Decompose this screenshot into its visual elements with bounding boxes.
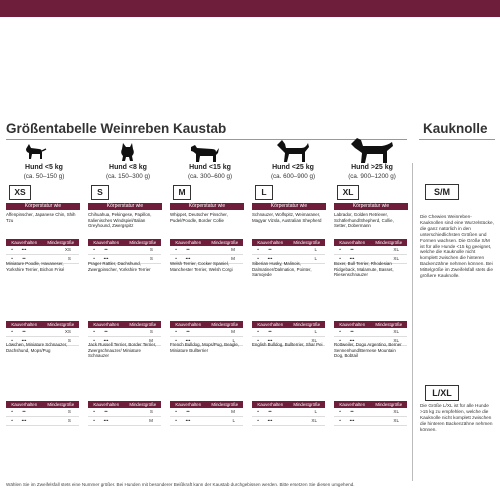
chew-cell: ••• [349, 256, 355, 261]
min-size-cell: M [231, 247, 235, 252]
kauverhalten-header: Kauverhalten [93, 240, 120, 245]
chew-cell: • [93, 418, 95, 423]
chew-cell [194, 328, 206, 336]
breed-list: Labrador, Golden Retriever, Schäferhund/Shepherd, Collie, Setter, Dobermann [334, 212, 394, 229]
chew-table-header [252, 401, 325, 408]
chew-cell: ••• [349, 338, 355, 343]
min-size-cell: S [149, 247, 153, 252]
min-size-cell: L [314, 247, 317, 252]
chew-cell: •• [268, 247, 272, 252]
chew-cell: • [93, 329, 95, 334]
grams-label: (ca. 600–900 g) [270, 173, 316, 180]
chew-cell: •• [186, 329, 190, 334]
breed-list: Schnauzer, Wolfspitz, Weimaraner, Magyar Vizsla, Australian Shepherd [252, 212, 322, 223]
breed-list: Chihuahua, Pekingese, Papillon, Italienisches Windspiel/Italian Greyhound, Zwergspitz [88, 212, 152, 229]
chew-cell [194, 246, 206, 254]
table-row [252, 246, 325, 255]
grams-label: (ca. 150–300 g) [105, 173, 151, 180]
kauverhalten-header: Kauverhalten [93, 402, 120, 407]
chew-cell: •• [350, 329, 354, 334]
chew-cell [112, 328, 124, 336]
chew-table-header [88, 401, 161, 408]
chew-cell: •• [22, 329, 26, 334]
size-badge: L [255, 185, 273, 200]
chew-cell: • [257, 409, 259, 414]
min-size-cell: XS [64, 247, 71, 252]
breed-list: Affenpinscher, Japanese Chin, Shih Tzu [6, 212, 76, 223]
mindestgroesse-header: Mindestgröße [375, 322, 403, 327]
mindestgroesse-header: Mindestgröße [129, 402, 157, 407]
koerperstatur-banner: Körperstatur wie [334, 203, 408, 210]
mindestgroesse-header: Mindestgröße [47, 240, 75, 245]
min-size-cell: XS [64, 329, 71, 334]
chew-cell [358, 417, 370, 425]
chew-cell: ••• [185, 418, 191, 423]
chew-cell [276, 246, 288, 254]
chew-cell: •• [104, 329, 108, 334]
small-dog-icon [22, 141, 48, 161]
min-size-cell: L [314, 329, 317, 334]
chew-cell: • [11, 256, 13, 261]
grams-label: (ca. 300–600 g) [187, 173, 233, 180]
kauverhalten-header: Kauverhalten [339, 402, 366, 407]
min-size-cell: L [314, 256, 317, 261]
kauverhalten-header: Kauverhalten [175, 240, 202, 245]
chew-cell: • [339, 409, 341, 414]
size-badge-lxl: L/XL [425, 385, 459, 401]
chew-table [6, 401, 79, 426]
min-size-cell: XL [393, 247, 399, 252]
chew-cell: ••• [349, 418, 355, 423]
chew-cell: • [11, 247, 13, 252]
chew-cell: ••• [21, 418, 27, 423]
breed-list: Whippet, Deutscher Pinscher, Pudel/Poodle, Border Collie [170, 212, 228, 223]
chew-cell: • [175, 418, 177, 423]
column-divider [412, 163, 413, 481]
kauverhalten-header: Kauverhalten [339, 240, 366, 245]
chew-cell: • [175, 409, 177, 414]
weight-label: Hund <15 kg [189, 164, 231, 171]
mindestgroesse-header: Mindestgröße [47, 402, 75, 407]
chew-cell: • [11, 329, 13, 334]
grams-label: (ca. 50–150 g) [23, 173, 65, 180]
min-size-cell: L [232, 338, 235, 343]
chew-cell: • [11, 418, 13, 423]
min-size-cell: S [67, 418, 71, 423]
size-badge: XL [337, 185, 359, 200]
kauverhalten-header: Kauverhalten [93, 322, 120, 327]
chew-cell [358, 246, 370, 254]
chew-table-header [6, 239, 79, 246]
kauverhalten-header: Kauverhalten [175, 402, 202, 407]
chew-cell: • [11, 409, 13, 414]
chew-cell: • [339, 256, 341, 261]
min-size-cell: XL [393, 409, 399, 414]
weight-label: Hund <5 kg [25, 164, 63, 171]
chew-cell: • [93, 256, 95, 261]
pointer-icon [274, 137, 312, 163]
chew-table [252, 401, 325, 426]
table-row [334, 417, 407, 426]
chew-table [88, 401, 161, 426]
min-size-cell: XL [393, 418, 399, 423]
large-dog-icon [348, 134, 396, 164]
chew-cell: • [339, 329, 341, 334]
table-row [334, 328, 407, 337]
table-row [334, 246, 407, 255]
min-size-cell: XL [311, 338, 317, 343]
chew-cell: •• [350, 247, 354, 252]
chew-cell: ••• [103, 418, 109, 423]
kauverhalten-header: Kauverhalten [11, 402, 38, 407]
mindestgroesse-header: Mindestgröße [293, 240, 321, 245]
kauverhalten-header: Kauverhalten [339, 322, 366, 327]
table-row [252, 408, 325, 417]
chew-cell [112, 408, 124, 416]
koerperstatur-banner: Körperstatur wie [6, 203, 80, 210]
chew-cell [194, 408, 206, 416]
table-row [88, 417, 161, 426]
mindestgroesse-header: Mindestgröße [375, 240, 403, 245]
table-row [88, 328, 161, 337]
chew-cell [194, 417, 206, 425]
table-row [6, 246, 79, 255]
kauknolle-lxl-text: Die Größe L/XL ist für alle Hunde >15 kg zu empfehlen, welche die Kauknolle nicht komplett zwischen die hinteren Backenzähne nehmen können. [420, 403, 493, 432]
chew-cell: •• [186, 247, 190, 252]
chew-table-header [334, 401, 407, 408]
breed-list: French Bulldog, Mops/Pug, Beagle, Miniature Bullterrier [170, 342, 240, 353]
chew-table-header [170, 401, 243, 408]
page-title: Größentabelle Weinreben Kaustab [6, 121, 227, 136]
chew-cell [358, 408, 370, 416]
kauknolle-sm-text: Die Chewies Weinreben-Kauknollen sind eine Wurzelstücke, die ganz natürlich in den unterschiedlichsten Größen und Formen wachsen. Die Größe S/M ist für alle Hunde <15 kg geeignet, welche die Kauknolle nicht komplett zwischen die hinteren Backenzähne nehmen können. Bei Mittelgröße im Zweifelsfall stets die größere Kauknolle. [420, 214, 494, 279]
chew-cell: • [257, 256, 259, 261]
min-size-cell: S [149, 329, 153, 334]
kauknolle-title: Kauknolle [423, 121, 488, 136]
breed-list: Boxer, Bull Terrier, Rhodesian Ridgeback, Malamute, Basset, Riesenschnauzer [334, 261, 394, 278]
min-size-cell: S [149, 409, 153, 414]
weight-label: Hund <25 kg [272, 164, 314, 171]
breed-list: English Bulldog, Bullterrier, Shar Pei [252, 342, 323, 347]
chew-table-header [88, 321, 161, 328]
min-size-cell: L [232, 418, 235, 423]
kauverhalten-header: Kauverhalten [11, 322, 38, 327]
chew-cell [30, 328, 42, 336]
table-row [170, 328, 243, 337]
size-badge: XS [9, 185, 31, 200]
size-badge-sm: S/M [425, 184, 459, 200]
pomeranian-icon [117, 140, 139, 162]
min-size-cell: S [67, 338, 71, 343]
chew-cell: ••• [21, 338, 27, 343]
chew-table-header [170, 239, 243, 246]
min-size-cell: M [149, 338, 153, 343]
kauverhalten-header: Kauverhalten [175, 322, 202, 327]
chew-cell: ••• [267, 256, 273, 261]
chew-cell [358, 328, 370, 336]
breed-list: Rottweiler, Dogo Argentino, Berner Sennenhund/Bernese Mountain Dog, Bobtail [334, 342, 402, 359]
title-divider [6, 139, 407, 140]
table-row [6, 417, 79, 426]
mindestgroesse-header: Mindestgröße [129, 322, 157, 327]
title-divider-right [419, 139, 495, 140]
breed-list: Miniature Poodle, Havaneser, Yorkshire Terrier, Bichon Frisé [6, 261, 65, 272]
chew-table-header [170, 321, 243, 328]
table-row [252, 328, 325, 337]
chew-cell [276, 417, 288, 425]
mindestgroesse-header: Mindestgröße [293, 402, 321, 407]
table-row [6, 328, 79, 337]
chew-cell: •• [22, 256, 26, 261]
chew-cell [276, 328, 288, 336]
chew-cell: • [257, 418, 259, 423]
mindestgroesse-header: Mindestgröße [211, 240, 239, 245]
min-size-cell: M [231, 329, 235, 334]
chew-cell: • [175, 338, 177, 343]
mindestgroesse-header: Mindestgröße [375, 402, 403, 407]
min-size-cell: XL [393, 338, 399, 343]
chew-cell: • [175, 247, 177, 252]
chew-cell [276, 408, 288, 416]
mindestgroesse-header: Mindestgröße [211, 402, 239, 407]
mindestgroesse-header: Mindestgröße [293, 322, 321, 327]
chew-cell: •• [268, 329, 272, 334]
koerperstatur-banner: Körperstatur wie [88, 203, 162, 210]
chew-table [334, 401, 407, 426]
chew-cell: • [257, 247, 259, 252]
table-row [334, 408, 407, 417]
koerperstatur-banner: Körperstatur wie [170, 203, 244, 210]
chew-table-header [334, 239, 407, 246]
chew-cell: • [11, 338, 13, 343]
kauverhalten-header: Kauverhalten [257, 402, 284, 407]
grams-label: (ca. 900–1200 g) [348, 173, 396, 180]
table-row [88, 408, 161, 417]
chew-cell [112, 246, 124, 254]
breed-list: Jack Russell Terrier, Border Terrier, Zwergschnauzer/ Miniature Schnauzer [88, 342, 157, 359]
breed-list: Siberian Husky, Malinois, Dalmatiner/Dalmation, Pointer, Samojede [252, 261, 312, 278]
chew-cell: • [93, 247, 95, 252]
table-row [170, 408, 243, 417]
table-row [252, 417, 325, 426]
chew-cell: • [339, 418, 341, 423]
min-size-cell: M [231, 409, 235, 414]
chew-cell: ••• [21, 247, 27, 252]
chew-cell: ••• [267, 338, 273, 343]
table-row [170, 246, 243, 255]
chew-cell [112, 417, 124, 425]
chew-cell: ••• [103, 338, 109, 343]
chew-table [170, 401, 243, 426]
breed-list: Prager Rattler, Dachshund, Zwergpinscher, Yorkshire Terrier [88, 261, 151, 272]
chew-cell: •• [104, 247, 108, 252]
breed-list: Löwchen, Miniature Schnauzer, Dachshund, Mops/Pug [6, 342, 68, 353]
min-size-cell: L [314, 409, 317, 414]
mindestgroesse-header: Mindestgröße [47, 322, 75, 327]
min-size-cell: XL [311, 418, 317, 423]
chew-cell [30, 246, 42, 254]
chew-cell: ••• [185, 256, 191, 261]
chew-table-header [334, 321, 407, 328]
min-size-cell: XL [393, 256, 399, 261]
kauverhalten-header: Kauverhalten [257, 240, 284, 245]
breed-list: Welsh Terrier, Cocker Spaniel, Manchester Terrier, Welsh Corgi [170, 261, 233, 272]
chew-cell: • [93, 409, 95, 414]
kauverhalten-header: Kauverhalten [11, 240, 38, 245]
chew-cell: ••• [185, 338, 191, 343]
table-row [88, 246, 161, 255]
chew-table-header [88, 239, 161, 246]
chew-cell: • [93, 338, 95, 343]
chew-cell: • [339, 338, 341, 343]
chew-cell [30, 417, 42, 425]
weight-label: Hund <8 kg [109, 164, 147, 171]
min-size-cell: M [149, 418, 153, 423]
min-size-cell: S [67, 256, 71, 261]
chew-cell [30, 408, 42, 416]
chew-table-header [252, 321, 325, 328]
min-size-cell: S [67, 409, 71, 414]
chew-cell: ••• [267, 418, 273, 423]
min-size-cell: XL [393, 329, 399, 334]
table-row [6, 408, 79, 417]
koerperstatur-banner: Körperstatur wie [252, 203, 326, 210]
chew-table-header [6, 321, 79, 328]
chew-cell: • [175, 256, 177, 261]
chew-cell: • [257, 329, 259, 334]
chew-cell: • [339, 247, 341, 252]
terrier-icon [188, 141, 224, 163]
min-size-cell: M [231, 256, 235, 261]
kauverhalten-header: Kauverhalten [257, 322, 284, 327]
mindestgroesse-header: Mindestgröße [211, 322, 239, 327]
chew-cell: •• [268, 409, 272, 414]
size-badge: M [173, 185, 191, 200]
chew-cell: • [175, 329, 177, 334]
chew-cell: ••• [103, 256, 109, 261]
footer-note: Wählen Sie im Zweifelsfall stets eine Nummer größer. Bei Hunden mit besonderer Beißkraft kann der Kaustab durchgebissen werden. Bitte ersetzen Sie diesen umgehend. [6, 482, 355, 487]
chew-cell: • [257, 338, 259, 343]
chew-cell: •• [104, 409, 108, 414]
weight-label: Hund >25 kg [351, 164, 393, 171]
size-badge: S [91, 185, 109, 200]
chew-cell: •• [350, 409, 354, 414]
chew-cell: •• [22, 409, 26, 414]
mindestgroesse-header: Mindestgröße [129, 240, 157, 245]
chew-table-header [252, 239, 325, 246]
chew-cell: •• [186, 409, 190, 414]
chew-table-header [6, 401, 79, 408]
table-row [170, 417, 243, 426]
top-banner [0, 0, 500, 17]
min-size-cell: S [149, 256, 153, 261]
